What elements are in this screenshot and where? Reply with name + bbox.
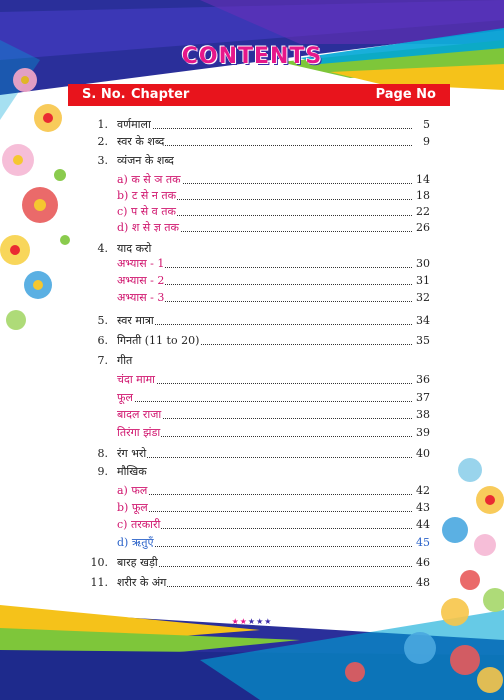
star-ornament (0, 617, 504, 626)
item-label (117, 500, 149, 516)
list-item (0, 241, 504, 257)
dot-leader (117, 483, 412, 495)
item-page-number: 9 (423, 135, 430, 148)
list-item (0, 425, 504, 441)
item-label (117, 290, 165, 306)
list-item (0, 204, 504, 220)
item-label-text: अभ्यास - 2 (117, 274, 165, 287)
list-item (0, 517, 504, 533)
item-label-text: तिरंगा झंडा (117, 426, 161, 439)
dot-leader (117, 390, 412, 402)
list-item (0, 188, 504, 204)
item-number: 4. (97, 242, 108, 255)
list-item (0, 313, 504, 329)
item-label (117, 390, 134, 406)
star-icon: ★ (247, 617, 257, 626)
item-page-number: 43 (416, 501, 430, 514)
list-item (0, 500, 504, 516)
dot-leader (117, 555, 412, 567)
item-label-text: मौखिक (117, 465, 147, 478)
item-label (117, 134, 165, 150)
item-page-number: 44 (416, 518, 430, 531)
item-label-text: शरीर के अंग (117, 576, 167, 589)
dot-leader (117, 425, 412, 437)
item-page-number: 36 (416, 373, 430, 386)
item-label (117, 172, 182, 188)
item-page-number: 30 (416, 257, 430, 270)
item-label-text: वर्णमाला (117, 118, 151, 131)
item-number: 11. (90, 576, 108, 589)
item-label (117, 188, 177, 204)
item-label-text: b) ट से न तक (117, 189, 177, 202)
item-page-number: 42 (416, 484, 430, 497)
item-page-number: 26 (416, 221, 430, 234)
list-item (0, 290, 504, 306)
item-label-text: बादल राजा (117, 408, 162, 421)
item-number: 10. (90, 556, 108, 569)
list-item (0, 172, 504, 188)
item-label-text: चंदा मामा (117, 373, 156, 386)
item-page-number: 14 (416, 173, 430, 186)
list-item (0, 535, 504, 551)
item-label (117, 273, 165, 289)
list-item (0, 220, 504, 236)
item-label-text: अभ्यास - 1 (117, 257, 165, 270)
item-label (117, 333, 200, 349)
list-item (0, 353, 504, 369)
item-number: 5. (97, 314, 108, 327)
item-page-number: 45 (416, 536, 430, 549)
dot-leader (117, 117, 412, 129)
item-page-number: 38 (416, 408, 430, 421)
item-label (117, 425, 161, 441)
dot-leader (117, 446, 412, 458)
list-item (0, 483, 504, 499)
item-page-number: 32 (416, 291, 430, 304)
item-label (117, 241, 152, 257)
item-label (117, 256, 165, 272)
item-label (117, 555, 159, 571)
item-label (117, 407, 162, 423)
list-item (0, 407, 504, 423)
item-page-number: 35 (416, 334, 430, 347)
item-page-number: 46 (416, 556, 430, 569)
item-number: 8. (97, 447, 108, 460)
item-label-text: स्वर के शब्द (117, 135, 165, 148)
header-chapter: Chapter (131, 87, 190, 102)
star-icon: ★ (239, 617, 248, 626)
item-page-number: 18 (416, 189, 430, 202)
item-number: 6. (97, 334, 108, 347)
item-number: 2. (97, 135, 108, 148)
item-label (117, 446, 147, 462)
item-label (117, 483, 148, 499)
item-label-text: गिनती (11 to 20) (117, 334, 200, 347)
item-label (117, 313, 155, 329)
item-label-text: याद करो (117, 242, 152, 255)
item-label-text: अभ्यास - 3 (117, 291, 165, 304)
item-page-number: 5 (423, 118, 430, 131)
list-item (0, 390, 504, 406)
list-item (0, 464, 504, 480)
item-label-text: d) ऋतुएँ (117, 536, 154, 549)
list-item (0, 153, 504, 169)
item-label-text: फूल (117, 391, 133, 404)
list-item (0, 575, 504, 591)
item-label-text: व्यंजन के शब्द (117, 154, 174, 167)
list-item (0, 372, 504, 388)
item-label-text: a) फल (117, 484, 148, 497)
list-item (0, 256, 504, 272)
item-number: 1. (97, 118, 108, 131)
item-label (117, 535, 155, 551)
item-page-number: 37 (416, 391, 430, 404)
list-item (0, 555, 504, 571)
item-label (117, 517, 161, 533)
list-item (0, 117, 504, 133)
item-label (117, 464, 148, 480)
item-label (117, 575, 167, 591)
item-label-text: b) फूल (117, 501, 148, 514)
item-label-text: बारह खड़ी (117, 556, 158, 569)
item-label (117, 117, 152, 133)
star-icon: ★ (256, 617, 265, 626)
list-item (0, 134, 504, 150)
item-label-text: स्वर मात्रा (117, 314, 154, 327)
item-number: 7. (97, 354, 108, 367)
item-label-text: a) क से ञ तक (117, 173, 181, 186)
item-number: 9. (97, 465, 108, 478)
dot-leader (117, 535, 412, 547)
item-label (117, 220, 180, 236)
header-page-no: Page No (375, 87, 436, 102)
list-item (0, 273, 504, 289)
item-number: 3. (97, 154, 108, 167)
star-icon: ★ (231, 617, 240, 626)
item-page-number: 40 (416, 447, 430, 460)
item-page-number: 48 (416, 576, 430, 589)
item-page-number: 22 (416, 205, 430, 218)
item-label-text: रंग भरो (117, 447, 147, 460)
dot-leader (117, 372, 412, 384)
list-item (0, 446, 504, 462)
list-item (0, 333, 504, 349)
item-label-text: d) श से ज्ञ तक (117, 221, 180, 234)
star-icon: ★ (264, 617, 273, 626)
item-page-number: 34 (416, 314, 430, 327)
item-label (117, 353, 133, 369)
page-title: CONTENTS (181, 44, 323, 69)
item-label (117, 204, 177, 220)
item-label-text: c) तरकारी (117, 518, 161, 531)
item-label (117, 153, 175, 169)
item-label-text: गीत (117, 354, 133, 367)
dot-leader (117, 313, 412, 325)
dot-leader (117, 500, 412, 512)
header-sno: S. No. (82, 87, 126, 102)
item-label-text: c) प से व तक (117, 205, 176, 218)
item-page-number: 31 (416, 274, 430, 287)
item-label (117, 372, 156, 388)
item-page-number: 39 (416, 426, 430, 439)
